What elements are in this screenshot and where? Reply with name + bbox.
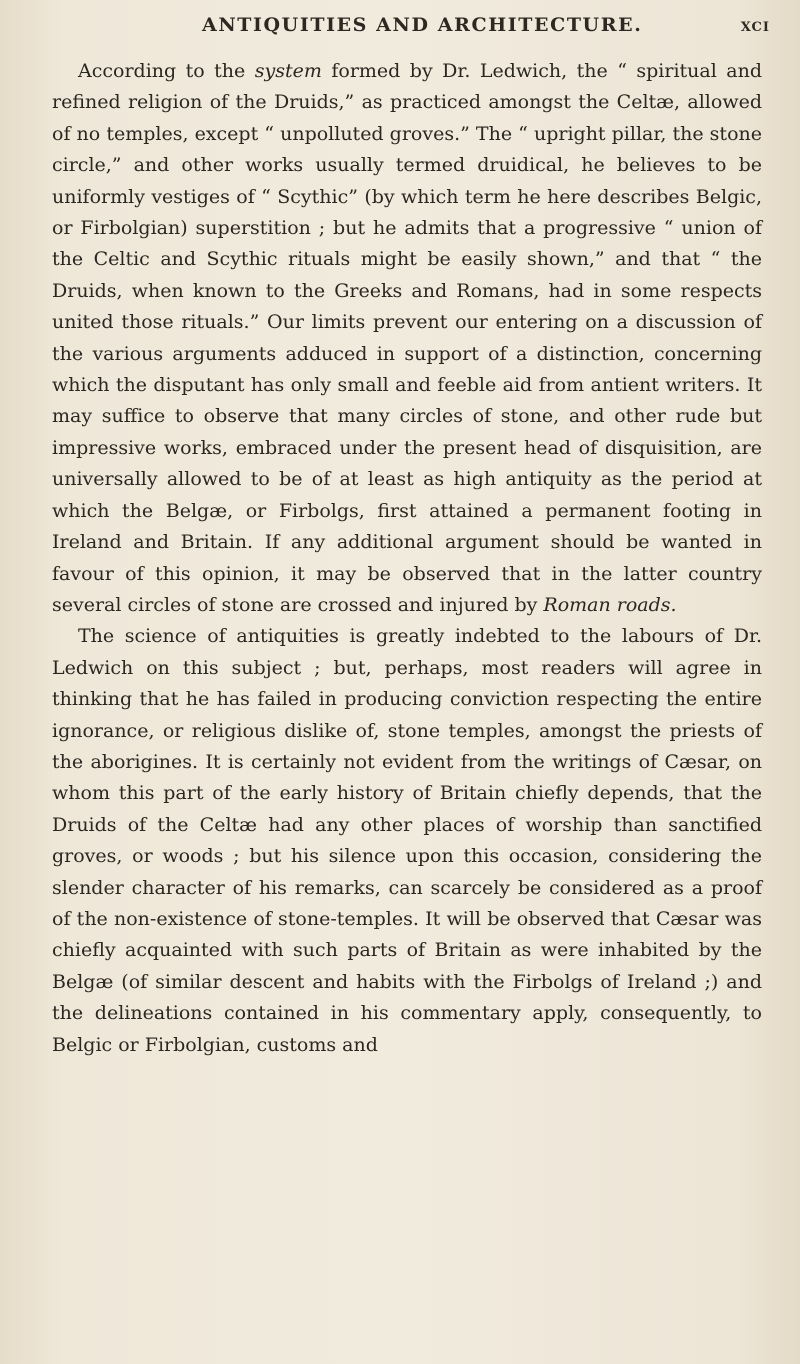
text-run: formed by Dr. Ledwich, the “ spiritual and refined religion of the Druids,” as practiced amongst the Celtæ, allowed of no temples, except “ unpolluted groves.” The “ upright pillar, the stone circle,” and other works usually termed druidical, he believes to be uniformly vestiges of “ Scythic” (by which term he here describes Belgic, or Firbolgian) superstition ; but he admits that a progressive “ union of the Celtic and Scythic rituals might be easily shown,” and that “ the Druids, when known to the Greeks and Romans, had in some respects united those rituals.” Our limits prevent our entering on a discussion of the various arguments adduced in support of a distinction, concerning which the disputant has only small and feeble aid from antient writers. It may suffice to observe that many circles of stone, and other rude but impressive works, embraced under the present head of disquisition, are universally allowed to be of at least as high antiquity as the period at which the Belgæ, or Firbolgs, first attained a permanent footing in Ireland and Britain. If any additional argument should be wanted in favour of this opinion, it may be observed that in the latter country several circles of stone are crossed and injured by xyxy=(52,60,762,616)
page-number: xci xyxy=(740,14,770,36)
paragraph xyxy=(52,56,762,621)
running-head xyxy=(60,14,780,44)
text-run-italic: Roman roads. xyxy=(543,593,677,616)
text-run: According to the xyxy=(78,60,255,82)
body-text xyxy=(52,56,762,1061)
paragraph xyxy=(52,621,762,1061)
text-run: The science of antiquities is greatly indebted to the labours of Dr. Ledwich on this subject ; but, perhaps, most readers will agree in thinking that he has failed in producing conviction respecting the entire ignorance, or religious dislike of, stone temples, amongst the priests of the aborigines. It is certainly not evident from the writings of Cæsar, on whom this part of the early history of Britain chiefly depends, that the Druids of the Celtæ had any other places of worship than sanctified groves, or woods ; but his silence upon this occasion, considering the slender character of his remarks, can scarcely be considered as a proof of the non-existence of stone-temples. It will be observed that Cæsar was chiefly acquainted with such parts of Britain as were inhabited by the Belgæ (of similar descent and habits with the Firbolgs of Ireland ;) and the delineations contained in his commentary apply, consequently, to Belgic or Firbolgian, customs and xyxy=(52,625,762,1056)
text-run-italic: system xyxy=(254,60,322,82)
running-title: ANTIQUITIES AND ARCHITECTURE. xyxy=(202,14,643,36)
